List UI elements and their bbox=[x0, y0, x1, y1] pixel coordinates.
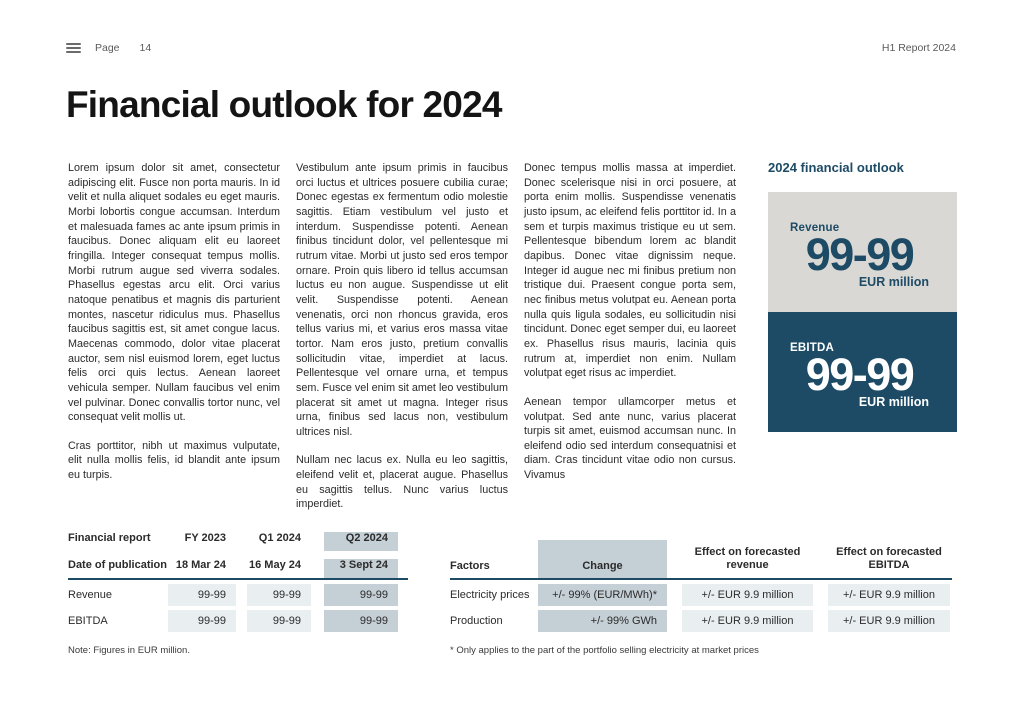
body-column-1 bbox=[68, 161, 280, 526]
revenue-box-label: Revenue bbox=[790, 222, 840, 234]
financial-report-table bbox=[68, 524, 408, 632]
ebitda-box-label: EBITDA bbox=[790, 342, 835, 354]
topbar-left bbox=[66, 42, 151, 54]
column-header-highlighted: Change bbox=[538, 540, 667, 578]
column-header: 16 May 24 bbox=[249, 559, 301, 571]
table-cell: 99-99 bbox=[247, 584, 311, 606]
column-header: Effect on forecasted EBITDA bbox=[836, 546, 942, 571]
page-number: 14 bbox=[139, 42, 152, 54]
column-header: Factors bbox=[450, 560, 490, 572]
page-label: Page bbox=[95, 42, 120, 54]
revenue-box-value: 99-99 bbox=[805, 229, 914, 280]
table-cell: +/- EUR 9.9 million bbox=[828, 584, 950, 606]
body-column-2 bbox=[296, 161, 508, 526]
column-header: Financial report bbox=[68, 532, 151, 544]
sidebar-heading: 2024 financial outlook bbox=[768, 160, 904, 175]
factors-table bbox=[450, 540, 952, 632]
body-paragraph: Donec tempus mollis massa at imperdiet. Donec scelerisque nisi in orci posuere, at porta enim mollis. Suspendisse venenatis justo ipsum, ac eleifend felis porttitor id. In a sem et turpis maximus tristique eu ut sem. Pellentesque bibendum lorem ac blandit dapibus. Donec vitae dignissim neque. Integer id augue nec mi finibus pretium non tristique dui. Praesent congue porta sem, nec finibus metus volutpat eu. Aenean porta nulla quis ligula sodales, eu sollicitudin nisi tincidunt. Donec eget semper dui, eu laoreet ex. Phasellus risus mauris, lacinia quis rutrum at, imperdiet non enim. Nullam volutpat eget risus ac imperdiet. bbox=[524, 162, 736, 380]
menu-icon[interactable] bbox=[66, 43, 81, 53]
table-cell: 99-99 bbox=[168, 610, 236, 632]
table-cell: +/- EUR 9.9 million bbox=[828, 610, 950, 632]
ebitda-outlook-box bbox=[768, 312, 957, 432]
table-divider bbox=[68, 578, 408, 580]
ebitda-box-value: 99-99 bbox=[805, 349, 914, 400]
table-cell-highlighted: +/- 99% (EUR/MWh)* bbox=[538, 584, 667, 606]
column-header-highlighted: 3 Sept 24 bbox=[324, 559, 398, 578]
body-paragraph: Aenean tempor ullamcorper metus et volutpat. Sed ante nunc, varius placerat turpis sit amet, euismod accumsan nunc. In eleifend odio sed interdum consequatnisi et diam. Cras tincidunt vitae odio non cursus. Vivamus bbox=[524, 395, 736, 482]
body-paragraph: Lorem ipsum dolor sit amet, consectetur adipiscing elit. Fusce non porta mauris. In id velit et nulla aliquet sodales eu eget mauris. Morbi lobortis congue accumsan. Interdum et malesuada fames ac ante ipsum primis in faucibus. Donec aliquam elit eu laoreet fringilla. Integer consequat tempus mollis. Morbi rutrum augue sed viverra sodales. Phasellus egestas arcu elit. Orci varius natoque penatibus et magnis dis parturient montes, nascetur ridiculus mus. Phasellus faucibus sagittis est, sit amet congue lacus. Maecenas commodo, dolor vitae placerat auctor, sem nisl euismod lorem, eget luctus felis orci quis lectus. Aenean laoreet vehicula semper. Nullam faucibus vel enim vel pulvinar. Donec convallis tortor nunc, vel consequat velit mollis ut. bbox=[68, 162, 280, 424]
row-label: Electricity prices bbox=[450, 589, 530, 601]
financial-outlook-sidebar bbox=[768, 160, 957, 432]
column-header: Q1 2024 bbox=[258, 532, 301, 544]
table-row bbox=[68, 584, 408, 606]
body-paragraph: Nullam nec lacus ex. Nulla eu leo sagittis, eleifend velit et, placerat augue. Phasellus eu sagittis tellus. Nunc varius luctus imperdiet. bbox=[296, 454, 508, 511]
table-row bbox=[68, 610, 408, 632]
body-paragraph: Cras porttitor, nibh ut maximus vulputate, elit nulla mollis felis, id blandit ante ipsum eu turpis. bbox=[68, 439, 280, 482]
table-header-row bbox=[450, 540, 952, 578]
body-paragraph: Vestibulum ante ipsum primis in faucibus orci luctus et ultrices posuere cubilia curae; Donec egestas ex fermentum odio molestie sagittis. Etiam vestibulum vel justo et interdum. Suspendisse potenti. Aenean finibus tincidunt dolor, vel pellentesque mi rutrum vitae. Morbi ut justo sed eros tempor ornare. Proin quis libero id tellus accumsan luctus eu non augue. Suspendisse ut elit velit. Suspendisse potenti. Aenean venenatis, orci non rhoncus gravida, eros tellus varius mi, et varius eros massa vitae tortor. Nam eros justo, pretium convallis sollicitudin vitae, imperdiet at lacus. Pellentesque vel ornare urna, et tempus sem. Fusce vel enim sit amet leo vestibulum placerat sit amet ut magna. Integer risus urna, finibus sed lacus non, vestibulum ultrices nisl. bbox=[296, 162, 508, 438]
revenue-box-unit: EUR million bbox=[858, 275, 929, 289]
table-header-row bbox=[68, 551, 408, 578]
table-footnote: * Only applies to the part of the portfolio selling electricity at market prices bbox=[450, 645, 759, 656]
table-cell: +/- EUR 9.9 million bbox=[682, 584, 813, 606]
row-label: EBITDA bbox=[68, 615, 108, 627]
column-header: Effect on forecasted revenue bbox=[694, 546, 801, 571]
table-cell: +/- EUR 9.9 million bbox=[682, 610, 813, 632]
column-header: 18 Mar 24 bbox=[175, 559, 226, 571]
table-cell-highlighted: 99-99 bbox=[324, 584, 398, 606]
table-divider bbox=[450, 578, 952, 580]
column-header-highlighted: Q2 2024 bbox=[324, 532, 398, 551]
row-label: Production bbox=[450, 615, 503, 627]
table-cell: 99-99 bbox=[247, 610, 311, 632]
table-row bbox=[450, 610, 952, 632]
column-header: Date of publication bbox=[68, 559, 167, 571]
page-title: Financial outlook for 2024 bbox=[66, 84, 502, 125]
row-label: Revenue bbox=[68, 589, 113, 601]
revenue-outlook-box bbox=[768, 192, 957, 312]
table-cell: 99-99 bbox=[168, 584, 236, 606]
column-header: FY 2023 bbox=[184, 532, 226, 544]
report-title-header: H1 Report 2024 bbox=[881, 42, 956, 54]
table-note: Note: Figures in EUR million. bbox=[68, 645, 190, 656]
table-header-row bbox=[68, 524, 408, 551]
table-row bbox=[450, 584, 952, 606]
body-columns bbox=[68, 161, 736, 526]
ebitda-box-unit: EUR million bbox=[858, 395, 929, 409]
table-cell-highlighted: 99-99 bbox=[324, 610, 398, 632]
table-cell-highlighted: +/- 99% GWh bbox=[538, 610, 667, 632]
body-column-3 bbox=[524, 161, 736, 526]
